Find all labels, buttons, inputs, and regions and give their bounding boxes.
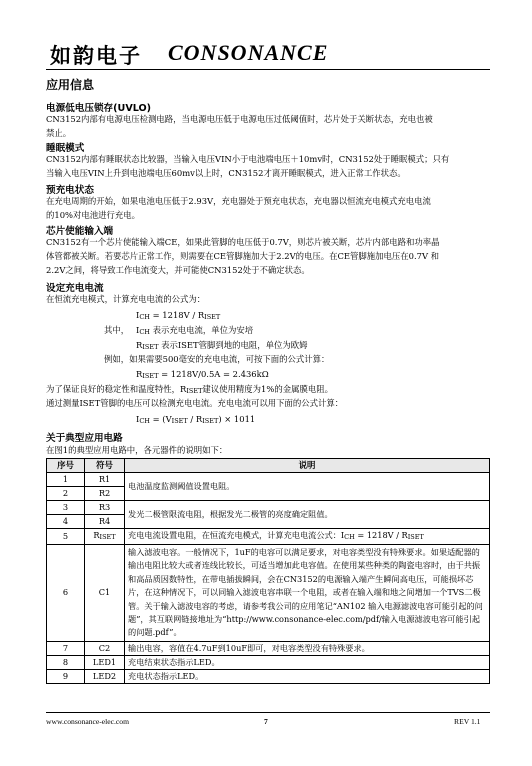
cell-symbol: R4 — [85, 515, 125, 529]
cell-symbol: RISET — [85, 529, 125, 545]
where-label: 其中， — [104, 325, 130, 335]
cell-description: 输出电容，容值在4.7uF到10uF即可，对电容类型没有特殊要求。 — [125, 641, 490, 655]
heading-uvlo: 电源低电压锁存(UVLO) — [46, 103, 152, 114]
example-text: 例如，如果需要500毫安的充电电流，可按下面的公式计算： — [104, 354, 330, 364]
cell-description: 发光二极管限流电阻，根据发光二极管的亮度确定阻值。 — [125, 501, 490, 529]
cell-description: 充电结束状态指示LED。 — [125, 655, 490, 669]
definition-ich: ICH 表示充电电流，单位为安培 — [136, 325, 254, 336]
cell-symbol: C1 — [85, 545, 125, 642]
table-row — [47, 545, 490, 642]
cell-no: 7 — [47, 641, 85, 655]
cell-symbol: R3 — [85, 501, 125, 515]
text-line: 体管都被关断。若要芯片正常工作，则需要在CE管脚施加大于2.2V的电压。在CE管脚施加电压在0.7V 和 — [46, 251, 440, 261]
cell-symbol: LED1 — [85, 655, 125, 669]
brand-chinese-logo: 如韵电子 — [50, 43, 142, 68]
table-row — [47, 529, 490, 545]
heading-precharge: 预充电状态 — [46, 185, 94, 196]
paragraph-precharge — [46, 194, 490, 222]
cell-description: 电池温度监测阈值设置电阻。 — [125, 473, 490, 501]
cell-symbol: R2 — [85, 487, 125, 501]
cell-no: 6 — [47, 545, 85, 642]
header-description: 说明 — [125, 459, 490, 473]
footer-revision: REV 1.1 — [454, 717, 481, 726]
cell-no: 2 — [47, 487, 85, 501]
heading-sleep: 睡眠模式 — [46, 143, 85, 154]
cell-no: 8 — [47, 655, 85, 669]
header-no: 序号 — [47, 459, 85, 473]
table-row — [47, 473, 490, 487]
definition-riset: RISET 表示ISET管脚到地的电阻，单位为欧姆 — [136, 340, 308, 351]
footer-page-number: 7 — [264, 717, 268, 726]
component-table — [46, 458, 490, 684]
cell-symbol: C2 — [85, 641, 125, 655]
formula-ich: ICH = 1218V / RISET — [136, 310, 221, 321]
cell-description: 充电状态指示LED。 — [125, 669, 490, 683]
text-line: CN3152内部有睡眠状态比较器，当输入电压VIN小于电池端电压＋10mv时，CN3152处于睡眠模式；只有 — [46, 154, 450, 164]
footer-rule — [46, 712, 490, 713]
paragraph-typical-intro: 在图1的典型应用电路中，各元器件的说明如下： — [46, 445, 228, 455]
cell-no: 1 — [47, 473, 85, 487]
text-line: CN3152有一个芯片使能输入端CE，如果此管脚的电压低于0.7V，则芯片被关断，芯片内部电路和功率晶 — [46, 237, 440, 247]
text-line: 2.2V之间，将导致工作电流变大，并可能使CN3152处于不确定状态。 — [46, 265, 310, 275]
paragraph-uvlo — [46, 112, 490, 140]
cell-symbol: R1 — [85, 473, 125, 487]
measure-note: 通过测量ISET管脚的电压可以检测充电电流。充电电流可以用下面的公式计算： — [46, 398, 344, 408]
heading-typical-circuit: 关于典型应用电路 — [46, 433, 123, 444]
cell-symbol: LED2 — [85, 669, 125, 683]
page-header — [50, 38, 490, 70]
cell-no: 3 — [47, 501, 85, 515]
cell-no: 9 — [47, 669, 85, 683]
table-row — [47, 501, 490, 515]
formula-ich-measure: ICH = (VISET / RISET) × 1011 — [136, 414, 256, 425]
paragraph-enable — [46, 235, 490, 277]
paragraph-sleep — [46, 152, 490, 180]
cell-no: 5 — [47, 529, 85, 545]
heading-enable: 芯片使能输入端 — [46, 226, 114, 237]
header-symbol: 符号 — [85, 459, 125, 473]
paragraph-current-intro: 在恒流充电模式，计算充电电流的公式为： — [46, 294, 206, 304]
table-row — [47, 641, 490, 655]
page-title: 应用信息 — [46, 78, 95, 92]
header-rule — [46, 69, 490, 70]
text-line: 禁止。 — [46, 128, 72, 138]
formula-riset: RISET = 1218V/0.5A = 2.436kΩ — [136, 369, 269, 380]
cell-description: 充电电流设置电阻，在恒流充电模式，计算充电电流公式：ICH = 1218V / RISET — [125, 529, 490, 545]
text-line: 在充电周期的开始，如果电池电压低于2.93V，充电器处于预充电状态，充电器以恒流充电模式充电电流 — [46, 196, 431, 206]
cell-no: 4 — [47, 515, 85, 529]
text-line: 的10%对电池进行充电。 — [46, 210, 140, 220]
brand-english-logo: CONSONANCE — [168, 40, 329, 65]
text-line: CN3152内部有电源电压检测电路，当电源电压低于电源电压过低阈值时，芯片处于关断状态，充电也被 — [46, 114, 433, 124]
table-row — [47, 655, 490, 669]
text-line: 当输入电压VIN上升到电池端电压60mv以上时，CN3152才离开睡眠模式，进入正常工作状态。 — [46, 168, 406, 178]
stability-note: 为了保证良好的稳定性和温度特性，RISET建议使用精度为1%的金属膜电阻。 — [46, 384, 333, 395]
table-header-row — [47, 459, 490, 473]
cell-description: 输入滤波电容。一般情况下，1uF的电容可以满足要求，对电容类型没有特殊要求。如果适配器的输出电阻比较大或者连线比较长，可适当增加此电容值。在使用某些种类的陶瓷电容时，由于共振和高品质因数特性，在带电插拔瞬间，会在CN3152的电源输入端产生瞬间高电压，可能损坏芯片，在这种情况下，可以同输入滤波电容串联一个电阻，或者在输入端和地之间增加一个TVS二极管。关于输入滤波电容的考虑，请参考我公司的应用笔记“AN102 输入电源滤波电容可能引起的问题”，其互联网链接地址为“http://www.consonance-elec.com/pdf/输入电源滤波电容可能引起的问题.pdf”。 — [125, 545, 490, 642]
table-row — [47, 669, 490, 683]
heading-charge-current: 设定充电电流 — [46, 283, 104, 294]
footer-website: www.consonance-elec.com — [46, 717, 130, 726]
